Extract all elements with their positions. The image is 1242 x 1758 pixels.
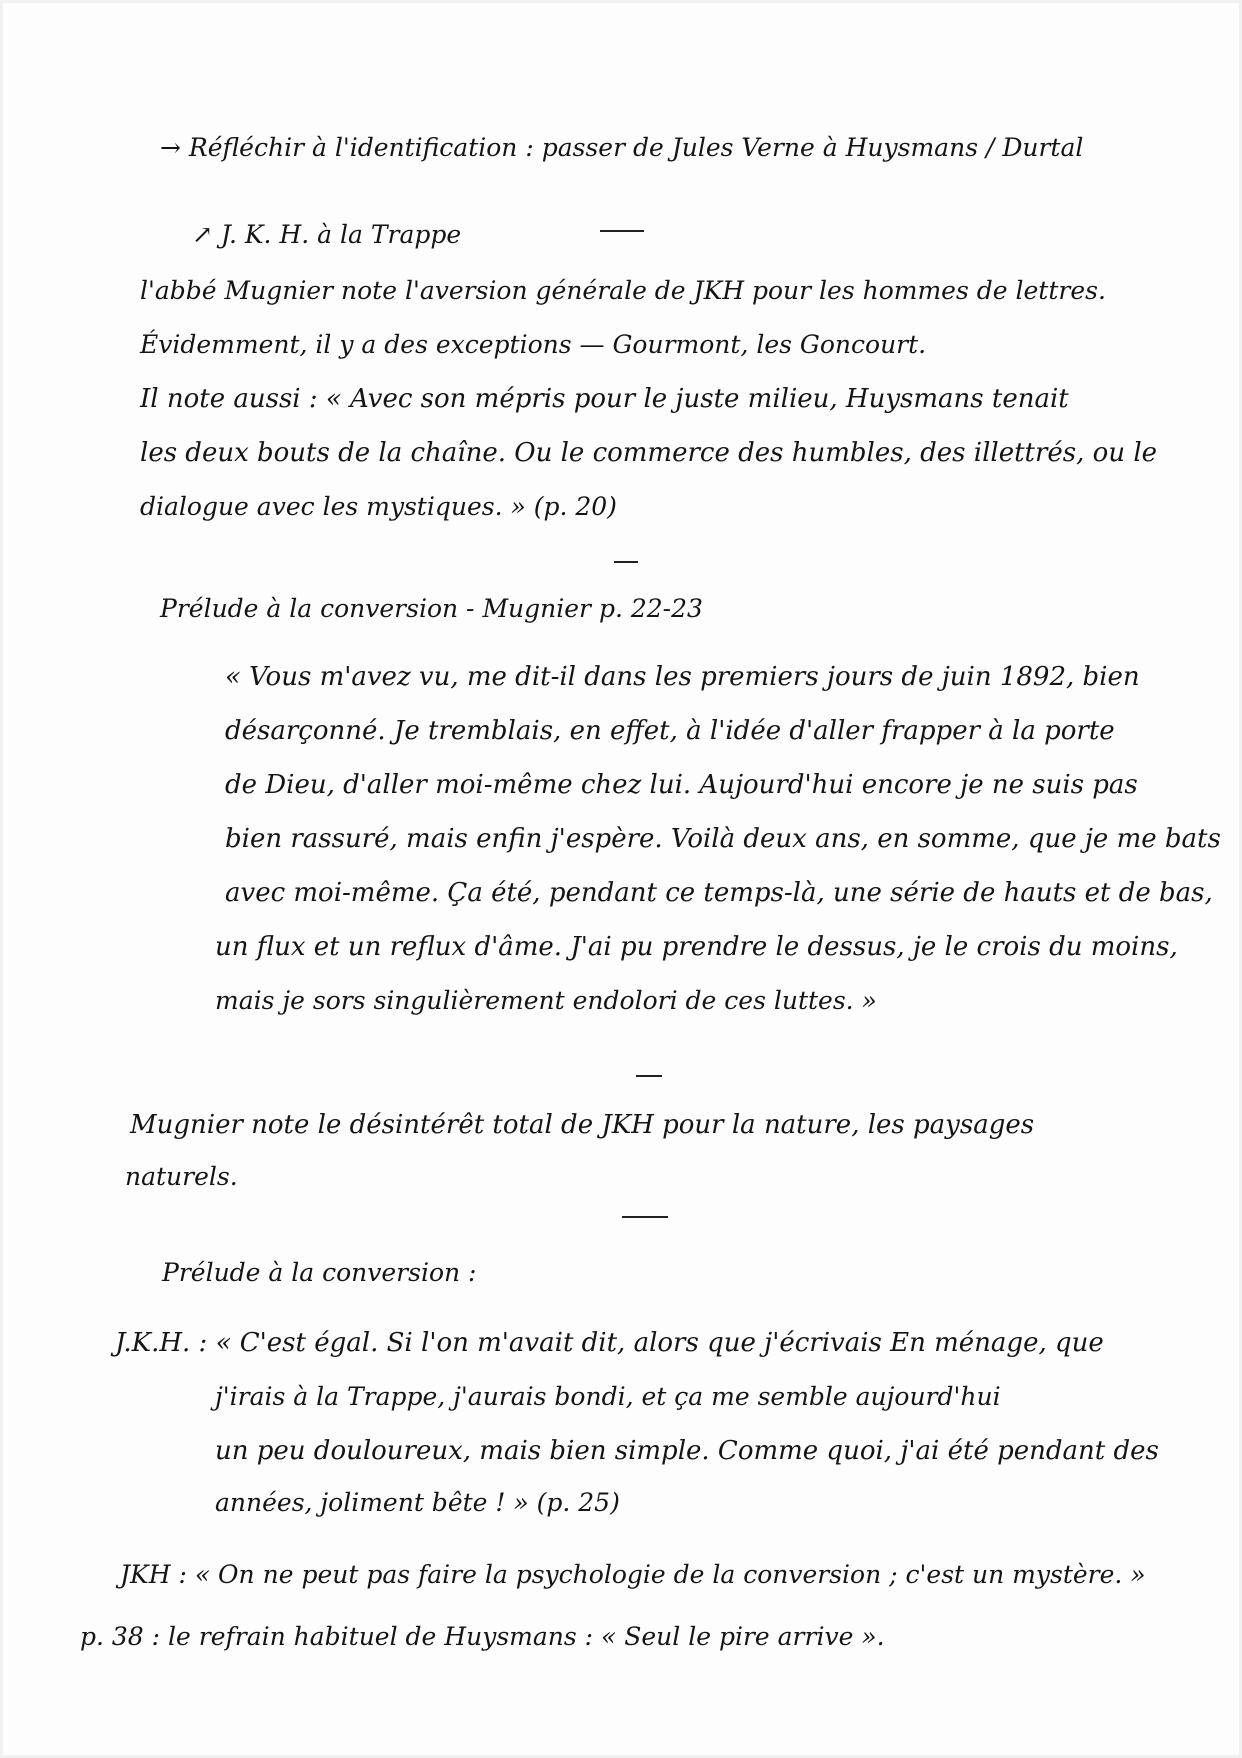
note-line: j'irais à la Trappe, j'aurais bondi, et ça me semble aujourd'hui <box>215 1382 1001 1411</box>
section-divider <box>636 1075 662 1077</box>
note-line: un peu douloureux, mais bien simple. Comme quoi, j'ai été pendant des <box>215 1436 1159 1466</box>
note-line: l'abbé Mugnier note l'aversion générale de JKH pour les hommes de lettres. <box>140 276 1106 305</box>
note-line: Mugnier note le désintérêt total de JKH pour la nature, les paysages <box>130 1110 1035 1140</box>
note-line: ↗ J. K. H. à la Trappe <box>192 220 462 249</box>
note-line: Il note aussi : « Avec son mépris pour le juste milieu, Huysmans tenait <box>140 384 1069 414</box>
note-line: J.K.H. : « C'est égal. Si l'on m'avait dit, alors que j'écrivais En ménage, que <box>115 1328 1104 1358</box>
note-line: → Réfléchir à l'identification : passer de Jules Verne à Huysmans / Durtal <box>160 133 1084 162</box>
note-line: avec moi-même. Ça été, pendant ce temps-là, une série de hauts et de bas, <box>225 878 1213 908</box>
note-line: « Vous m'avez vu, me dit-il dans les premiers jours de juin 1892, bien <box>225 662 1140 692</box>
note-line: mais je sors singulièrement endolori de ces luttes. » <box>215 986 877 1015</box>
section-divider <box>600 230 644 232</box>
note-line: dialogue avec les mystiques. » (p. 20) <box>140 492 617 521</box>
note-line: Prélude à la conversion - Mugnier p. 22-23 <box>160 594 703 623</box>
note-line: les deux bouts de la chaîne. Ou le commerce des humbles, des illettrés, ou le <box>140 438 1158 468</box>
note-line: de Dieu, d'aller moi-même chez lui. Aujourd'hui encore je ne suis pas <box>225 770 1138 800</box>
section-divider <box>622 1216 668 1218</box>
section-divider <box>614 561 638 563</box>
note-line: bien rassuré, mais enfin j'espère. Voilà deux ans, en somme, que je me bats <box>225 824 1221 854</box>
note-line: désarçonné. Je tremblais, en effet, à l'idée d'aller frapper à la porte <box>225 716 1115 746</box>
note-line: Prélude à la conversion : <box>162 1258 477 1287</box>
note-line: JKH : « On ne peut pas faire la psychologie de la conversion ; c'est un mystère. » <box>120 1560 1146 1589</box>
note-line: p. 38 : le refrain habituel de Huysmans : « Seul le pire arrive ». <box>80 1622 885 1651</box>
note-line: années, joliment bête ! » (p. 25) <box>215 1488 620 1517</box>
note-line: un flux et un reflux d'âme. J'ai pu prendre le dessus, je le crois du moins, <box>215 932 1178 962</box>
note-line: naturels. <box>125 1162 238 1191</box>
note-line: Évidemment, il y a des exceptions — Gourmont, les Goncourt. <box>140 330 927 359</box>
